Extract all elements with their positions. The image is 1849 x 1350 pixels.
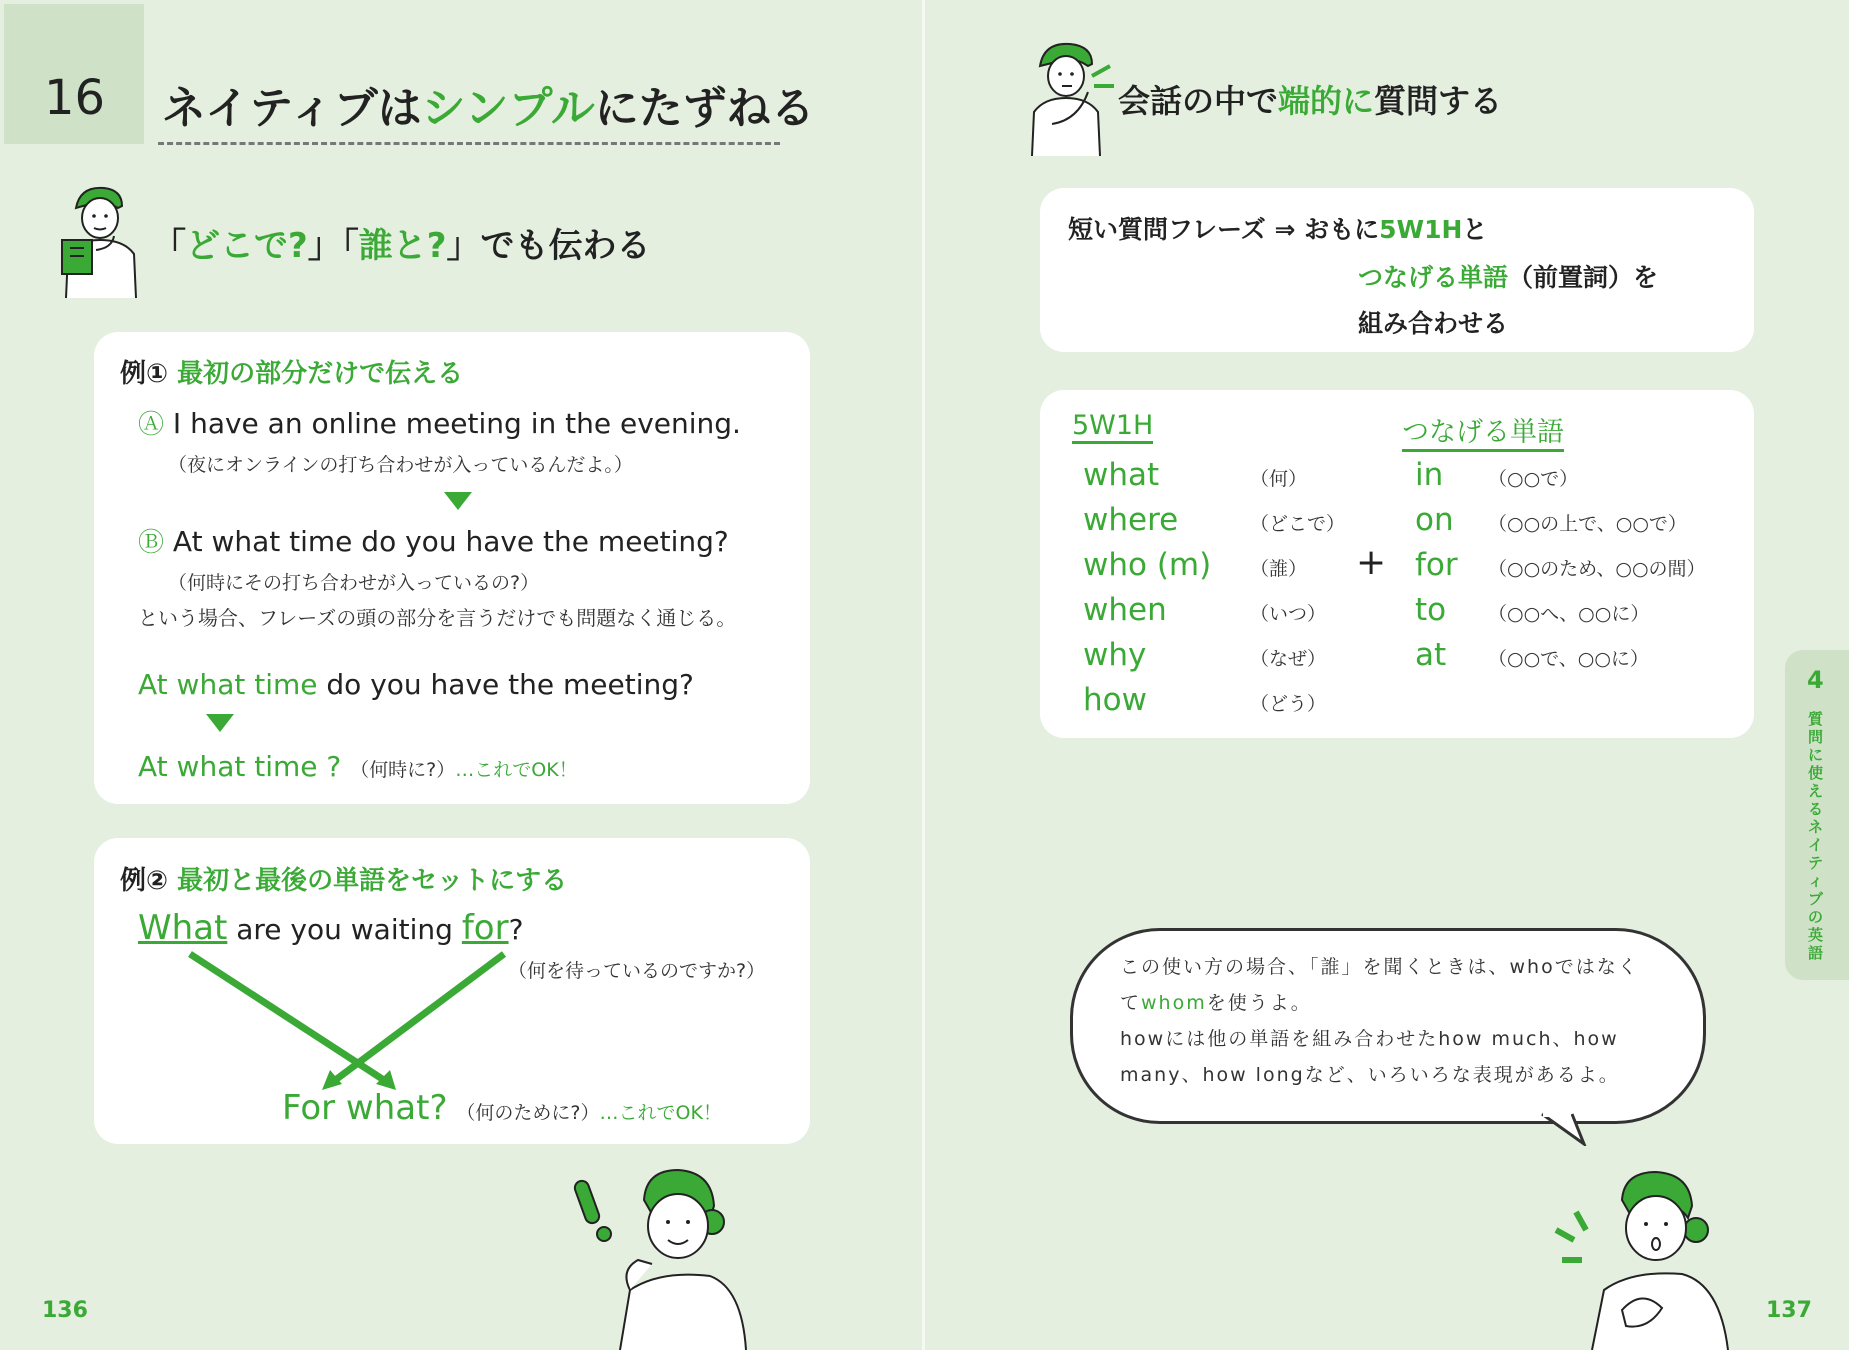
right-heading [1118,76,1502,122]
preposition-to: to [1415,592,1447,628]
sentence-a-en: I have an online meeting in the evening. [172,407,741,440]
page-number-left: 136 [42,1298,88,1323]
arrow-down-icon [206,714,234,732]
summary-5w1h: 5W1H [1379,215,1463,244]
woman-surprised-illustration [1552,1160,1752,1350]
wh-word-where-jp: （どこで） [1250,513,1346,535]
example-1-note: という場合、フレーズの頭の部分を言うだけでも問題なく通じる。 [138,606,737,630]
bracket-open-1: 「 [152,226,186,266]
subheading-who: 誰と? [358,226,447,266]
wh-word-why: why [1083,637,1147,673]
chapter-title [162,72,815,136]
result-question: For what? [282,1088,448,1128]
result-jp: （何のために?） [456,1102,600,1124]
ok-note: …これでOK！ [599,1102,722,1124]
short-question-line [138,750,578,783]
wh-word-who: who (m) [1083,547,1212,583]
sentence-b [138,522,729,559]
bubble-line-3: howには他の単語を組み合わせたhow much、how [1120,1028,1619,1050]
marker-a: Ⓐ [138,410,165,440]
question-mark: ? [508,913,524,946]
chapter-number: 16 [44,70,106,126]
bracket-close-2: 」 [446,226,481,266]
arrow-down-icon [444,492,472,510]
short-question-jp: （何時に?） [350,759,456,781]
preposition-in: in [1415,457,1444,493]
ok-note: …これでOK！ [455,759,578,781]
bubble-text: を使うよ。 [1206,992,1312,1014]
word-middle: are you waiting [236,913,453,946]
remaining-phrase: do you have the meeting? [326,668,694,701]
header-5w1h: 5W1H [1072,410,1153,444]
wh-word-what-jp: （何） [1250,468,1308,490]
preposition-for: for [1415,547,1458,583]
sentence-b-en: At what time do you have the meeting? [172,525,729,558]
bubble-line-1: この使い方の場合、「誰」を聞くときは、whoではなく [1120,956,1639,978]
bracket-close-1: 」 [307,226,342,266]
side-tab-number: 4 [1807,666,1824,694]
bubble-line-2 [1120,988,1312,1015]
wh-word-when-jp: （いつ） [1250,603,1327,625]
short-question: At what time ? [138,750,342,783]
side-tab-text: 質問に使えるネイティブの英語 [1808,710,1824,962]
man-thinking-illustration [1022,36,1118,156]
plus-sign: + [1356,542,1387,583]
wh-word-what: what [1083,457,1160,493]
summary-text: 短い質問フレーズ ⇒ おもに [1068,215,1380,244]
title-part-1: ネイティブは [162,83,422,134]
preposition-in-jp: （○○で） [1488,468,1579,490]
wh-word-who-jp: （誰） [1250,558,1308,580]
preposition-on: on [1415,502,1454,538]
bubble-line-4: many、how longなど、いろいろな表現があるよ。 [1120,1064,1620,1086]
word-what: What [138,908,228,948]
bracket-open-2: 「 [341,226,359,266]
short-sentence-line [138,668,694,701]
result-line [282,1088,722,1128]
sentence-a-jp: （夜にオンラインの打ち合わせが入っているんだよ。） [168,454,633,476]
wh-word-why-jp: （なぜ） [1250,648,1327,670]
heading-part-3: 質問する [1374,82,1503,120]
preposition-for-jp: （○○のため、○○の間） [1488,558,1706,580]
preposition-at-jp: （○○で、○○に） [1488,648,1649,670]
marker-b: Ⓑ [138,528,165,558]
subheading-where: どこで? [186,226,308,266]
summary-line-3: 組み合わせる [1358,309,1509,338]
summary-particle: と [1462,215,1488,244]
bubble-whom: whom [1141,992,1207,1014]
woman-pointing-illustration [560,1160,750,1350]
wh-word-how-jp: （どう） [1250,693,1327,715]
summary-preposition: （前置詞）を [1508,263,1659,292]
title-part-3: にたずねる [594,83,815,134]
preposition-to-jp: （○○へ、○○に） [1488,603,1650,625]
preposition-at: at [1415,637,1447,673]
example-1-prefix: 例① [120,359,169,389]
summary-connecting-words: つなげる単語 [1358,263,1509,292]
heading-part-2: 端的に [1278,82,1375,120]
example-2-jp: （何を待っているのですか?） [508,960,766,982]
heading-part-1: 会話の中で [1118,82,1279,120]
title-part-2: シンプル [421,83,595,134]
highlighted-phrase: At what time [138,668,318,701]
header-connecting-words: つなげる単語 [1402,410,1564,452]
example-2-label [120,860,567,897]
subheading-rest: でも伝わる [480,226,651,266]
example-1-title: 最初の部分だけで伝える [177,359,464,389]
preposition-on-jp: （○○の上で、○○で） [1488,513,1687,535]
word-for: for [461,908,509,948]
speech-bubble-tail [1540,1112,1590,1146]
sentence-b-jp: （何時にその打ち合わせが入っているの?） [168,572,540,594]
example-2-sentence [138,908,523,948]
bubble-text: て [1120,992,1142,1014]
summary-line-2 [1358,258,1658,294]
example-1-label [120,353,463,390]
summary-line-1 [1068,210,1487,246]
swap-arrows-illustration [180,944,520,1094]
page-number-right: 137 [1766,1298,1812,1323]
wh-word-when: when [1083,592,1167,628]
wh-word-where: where [1083,502,1179,538]
subheading [152,218,650,267]
man-reading-illustration [56,178,148,298]
wh-word-how: how [1083,682,1147,718]
title-underline [158,142,780,145]
sentence-a [138,404,741,441]
example-2-title: 最初と最後の単語をセットにする [177,866,568,896]
example-2-prefix: 例② [120,866,169,896]
